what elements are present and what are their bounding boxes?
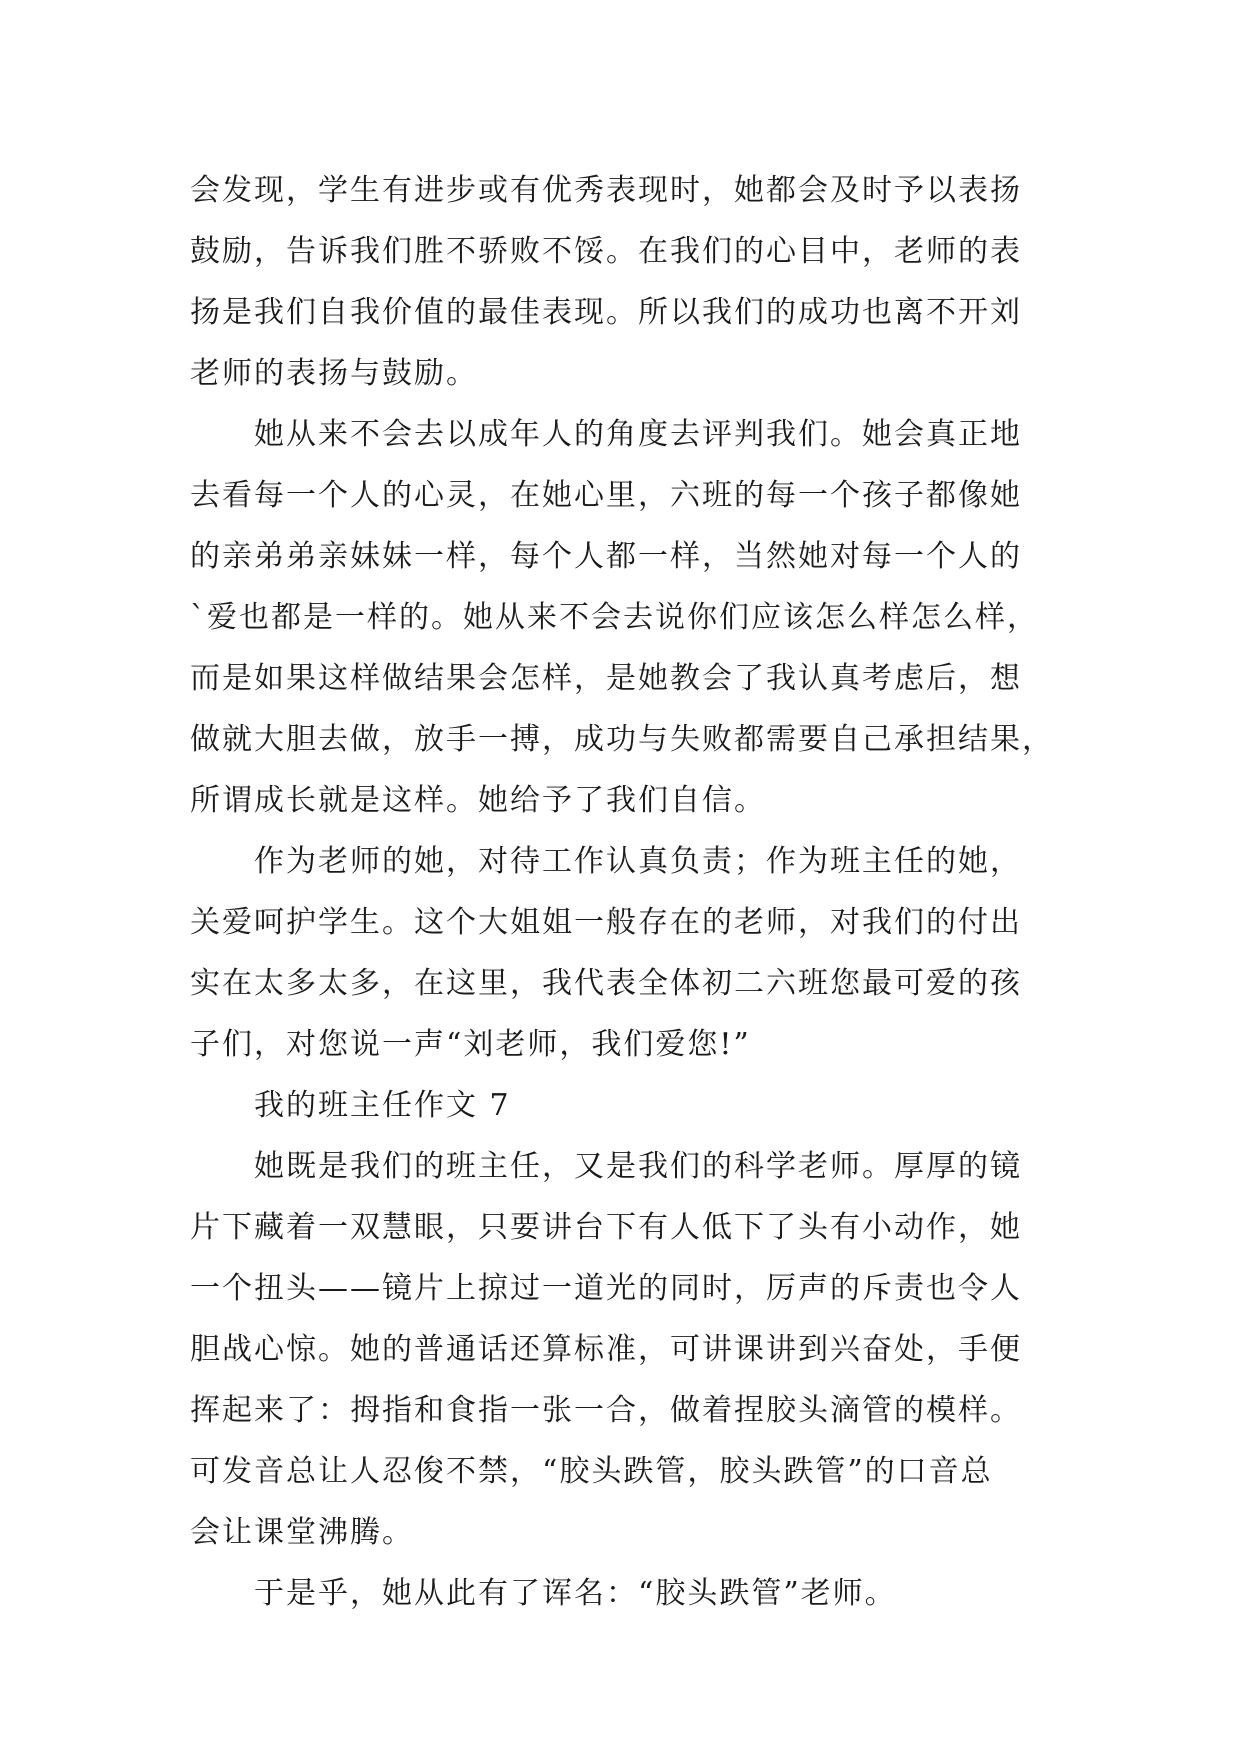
- text-line: `爱也都是一样的。她从来不会去说你们应该怎么样怎么样，: [190, 600, 1039, 635]
- paragraph-first-line: 她既是我们的班主任，又是我们的科学老师。厚厚的镜: [254, 1149, 1022, 1184]
- text-line: 做就大胆去做，放手一搏，成功与失败都需要自己承担结果，: [190, 722, 1054, 757]
- text-line: 子们，对您说一声“刘老师，我们爱您!”: [190, 1027, 751, 1062]
- text-line: 关爱呵护学生。这个大姐姐一般存在的老师，对我们的付出: [190, 905, 1022, 940]
- text-line: 的亲弟弟亲妹妹一样，每个人都一样，当然她对每一个人的: [190, 539, 1022, 574]
- text-line: 会让课堂沸腾。: [190, 1515, 414, 1550]
- paragraph-first-line: 我的班主任作文 7: [254, 1088, 511, 1123]
- text-line: 老师的表扬与鼓励。: [190, 356, 478, 391]
- paragraph-first-line: 于是乎，她从此有了诨名：“胶头跌管”老师。: [254, 1576, 897, 1611]
- text-line: 可发音总让人忍俊不禁，“胶头跌管，胶头跌管”的口音总: [190, 1454, 993, 1489]
- text-line: 所谓成长就是这样。她给予了我们自信。: [190, 783, 766, 818]
- text-line: 去看每一个人的心灵，在她心里，六班的每一个孩子都像她: [190, 478, 1022, 513]
- text-line: 一个扭头——镜片上掠过一道光的同时，厉声的斥责也令人: [190, 1271, 1022, 1306]
- paragraph-first-line: 作为老师的她，对待工作认真负责；作为班主任的她，: [254, 844, 1022, 879]
- paragraph-first-line: 她从来不会去以成年人的角度去评判我们。她会真正地: [254, 417, 1022, 452]
- text-line: 扬是我们自我价值的最佳表现。所以我们的成功也离不开刘: [190, 295, 1022, 330]
- text-line: 实在太多太多，在这里，我代表全体初二六班您最可爱的孩: [190, 966, 1022, 1001]
- text-line: 挥起来了：拇指和食指一张一合，做着捏胶头滴管的模样。: [190, 1393, 1022, 1428]
- text-line: 会发现，学生有进步或有优秀表现时，她都会及时予以表扬: [190, 173, 1022, 208]
- text-line: 而是如果这样做结果会怎样，是她教会了我认真考虑后，想: [190, 661, 1022, 696]
- text-line: 鼓励，告诉我们胜不骄败不馁。在我们的心目中，老师的表: [190, 234, 1022, 269]
- text-line: 片下藏着一双慧眼，只要讲台下有人低下了头有小动作，她: [190, 1210, 1022, 1245]
- essay-body: [190, 160, 1054, 1624]
- text-line: 胆战心惊。她的普通话还算标准，可讲课讲到兴奋处，手便: [190, 1332, 1022, 1367]
